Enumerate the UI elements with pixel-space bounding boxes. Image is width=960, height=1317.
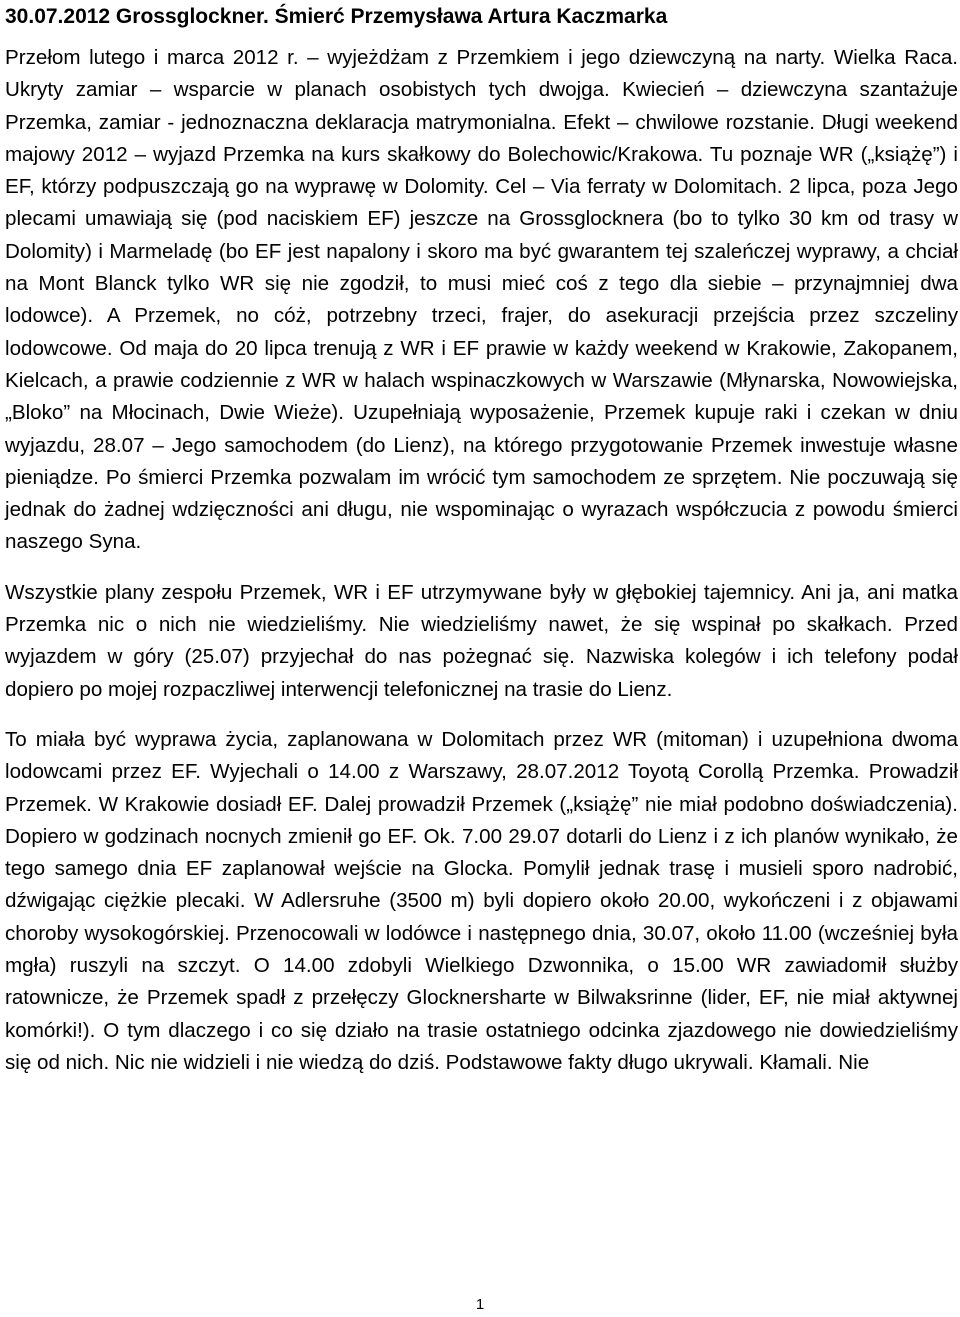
paragraph-2: Wszystkie plany zespołu Przemek, WR i EF utrzymywane były w głębokiej tajemnicy. Ani ja, ani matka Przemka nic o nich nie wiedzieliśmy. Nie wiedzieliśmy nawet, że się wspinał po skałkach. Przed wyjazdem w góry (25.07) przyjechał do nas pożegnać się. Nazwiska kolegów i ich telefony podał dopiero po mojej rozpaczliwej interwencji telefonicznej na trasie do Lienz. — [5, 580, 958, 701]
paragraph-1: Przełom lutego i marca 2012 r. – wyjeżdżam z Przemkiem i jego dziewczyną na narty. Wielka Raca. Ukryty zamiar – wsparcie w planach osobistych tych dwojga. Kwiecień – dziewczyna szantażuje Przemka, zamiar - jednoznaczna deklaracja matrymonialna. Efekt – chwilowe rozstanie. Długi weekend majowy 2012 – wyjazd Przemka na kurs skałkowy do Bolechowic/Krakowa. Tu poznaje WR („książę”) i EF, którzy podpuszczają go na wyprawę w Dolomity. Cel – Via ferraty w Dolomitach. 2 lipca, poza Jego plecami umawiają się (pod naciskiem EF) jeszcze na Grossglocknera (bo to tylko 30 km od trasy w Dolomity) i Marmeladę (bo EF jest napalony i skoro ma być gwarantem tej szaleńczej wyprawy, a chciał na Mont Blanck tylko WR się nie zgodził, to musi mieć coś z tego dla siebie – przynajmniej dwa lodowce). A Przemek, no cóż, potrzebny trzeci, frajer, do asekuracji przejścia przez szczeliny lodowcowe. Od maja do 20 lipca trenują z WR i EF prawie w każdy weekend w Krakowie, Zakopanem, Kielcach, a prawie codziennie z WR w halach wspinaczkowych w Warszawie (Młynarska, Nowowiejska, „Bloko” na Młocinach, Dwie Wieże). Uzupełniają wyposażenie, Przemek kupuje raki i czekan w dniu wyjazdu, 28.07 – Jego samochodem (do Lienz), na którego przygotowanie Przemek inwestuje własne pieniądze. Po śmierci Przemka pozwalam im wrócić tym samochodem ze sprzętem. Nie poczuwają się jednak do żadnej wdzięczności ani długu, nie wspominając o wyrazach współczucia z powodu śmierci naszego Syna. — [5, 46, 958, 554]
document-page — [5, 2, 958, 1079]
page-number: 1 — [475, 1296, 485, 1313]
paragraph-3: To miała być wyprawa życia, zaplanowana w Dolomitach przez WR (mitoman) i uzupełniona dwoma lodowcami przez EF. Wyjechali o 14.00 z Warszawy, 28.07.2012 Toyotą Corollą Przemka. Prowadził Przemek. W Krakowie dosiadł EF. Dalej prowadził Przemek („książę” nie miał podobno doświadczenia). Dopiero w godzinach nocnych zmienił go EF. Ok. 7.00 29.07 dotarli do Lienz i z ich planów wynikało, że tego samego dnia EF zaplanował wejście na Glocka. Pomylił jednak trasę i musieli sporo nadrobić, dźwigając ciężkie plecaki. W Adlersruhe (3500 m) byli dopiero około 20.00, wykończeni i z objawami choroby wysokogórskiej. Przenocowali w lodówce i następnego dnia, 30.07, około 11.00 (wcześniej była mgła) ruszyli na szczyt. O 14.00 zdobyli Wielkiego Dzwonnika, o 15.00 WR zawiadomił służby ratownicze, że Przemek spadł z przełęczy Glocknersharte w Bilwaksrinne (lider, EF, nie miał aktywnej komórki!). O tym dlaczego i co się działo na trasie ostatniego odcinka zjazdowego nie dowiedzieliśmy się od nich. Nic nie widzieli i nie wiedzą do dziś. Podstawowe fakty długo ukrywali. Kłamali. Nie — [5, 727, 958, 1074]
document-title: 30.07.2012 Grossglockner. Śmierć Przemysława Artura Kaczmarka — [5, 5, 668, 28]
